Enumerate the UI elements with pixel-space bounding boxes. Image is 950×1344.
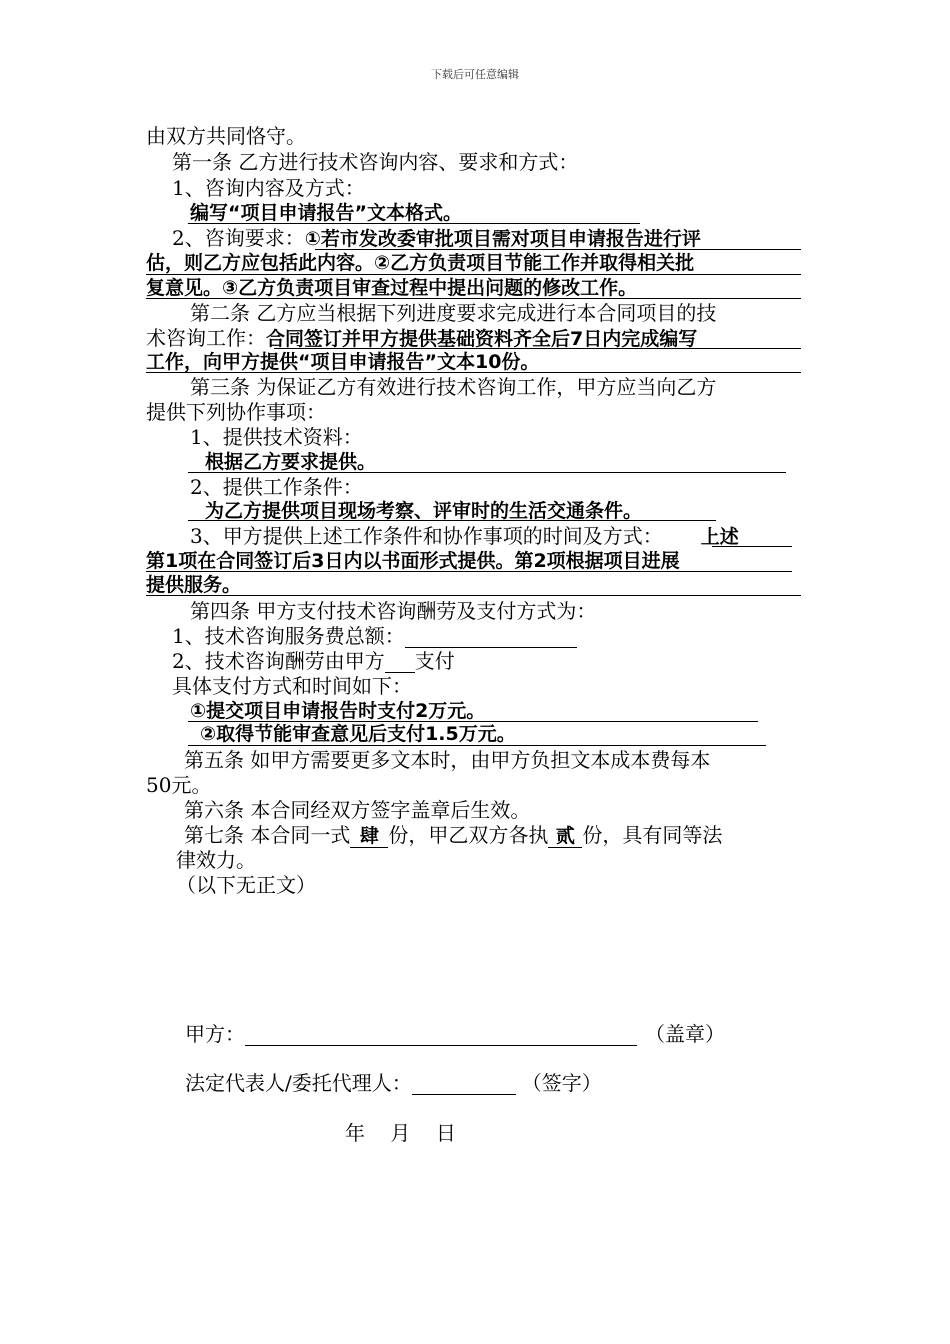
sign-note: （签字）: [521, 1071, 602, 1095]
copies-each: 贰: [548, 825, 582, 848]
party-a-line: [185, 1022, 725, 1046]
schedule-label: 术咨询工作：: [146, 326, 266, 350]
page-header: 下载后可任意编辑: [431, 68, 519, 81]
article-7-end: 份，具有同等法: [582, 823, 723, 847]
article-1-title: 第一条 乙方进行技术咨询内容、要求和方式：: [172, 150, 579, 174]
text-line: 2、提供工作条件：: [190, 475, 363, 499]
representative-blank: [412, 1072, 516, 1095]
cooperation-time-label: 3、甲方提供上述工作条件和协作事项的时间及方式：: [190, 524, 663, 548]
end-note: （以下无正文）: [176, 873, 316, 897]
payer-suffix: 支付: [414, 649, 455, 673]
underline: [146, 372, 801, 373]
payer-label: 2、技术咨询酬劳由甲方: [172, 649, 385, 673]
sign-date: 年 月 日: [345, 1121, 456, 1145]
seal-note: （盖章）: [645, 1022, 725, 1046]
text-line: 提供下列协作事项：: [146, 400, 326, 424]
underline: [146, 595, 801, 596]
payer-line: [172, 649, 455, 673]
underline: [188, 745, 766, 746]
consult-requirement-value: 复意见。③乙方负责项目审查过程中提出问题的修改工作。: [146, 277, 638, 299]
text-line: 1、咨询内容及方式：: [172, 176, 365, 200]
copies-total: 肆: [350, 825, 388, 848]
article-7-title: 第七条 本合同一式: [184, 823, 351, 847]
underline: [712, 546, 792, 547]
article-4-title: 第四条 甲方支付技术咨询酬劳及支付方式为：: [190, 599, 597, 623]
consult-requirement-value: 估，则乙方应包括此内容。②乙方负责项目节能工作并取得相关批: [146, 252, 695, 274]
article-2-title: 第二条 乙方应当根据下列进度要求完成进行本合同项目的技: [190, 301, 717, 325]
underline: [315, 249, 801, 250]
schedule-value: 合同签订并甲方提供基础资料齐全后7日内完成编写: [266, 328, 698, 350]
text-line: 由双方共同恪守。: [146, 124, 306, 148]
cooperation-time-line: [190, 524, 739, 549]
representative-line: [185, 1071, 602, 1095]
text-line: 1、提供技术资料：: [190, 425, 363, 449]
article-6-title: 第六条 本合同经双方签字盖章后生效。: [184, 798, 531, 822]
underline: [146, 571, 792, 572]
consult-requirement-label: 2、咨询要求：: [172, 226, 305, 250]
cooperation-time-value: 上述: [700, 526, 739, 548]
consult-requirement-value: ①若市发改委审批项目需对项目申请报告进行评: [304, 228, 701, 250]
underline: [274, 348, 801, 349]
fee-total-blank: [405, 625, 577, 648]
article-7-line: [184, 823, 722, 848]
consult-requirement-line: [172, 226, 701, 251]
fee-total-line: [172, 624, 577, 648]
tech-data-value: 根据乙方要求提供。: [205, 451, 377, 473]
underline: [146, 274, 801, 275]
underline: [188, 472, 786, 473]
text-line: 50元。: [146, 773, 212, 797]
article-3-title: 第三条 为保证乙方有效进行技术咨询工作，甲方应当向乙方: [190, 375, 717, 399]
underline: [188, 223, 640, 224]
cooperation-time-value: 提供服务。: [146, 574, 242, 596]
party-a-label: 甲方：: [185, 1022, 245, 1046]
payer-blank: [385, 650, 415, 673]
fee-total-label: 1、技术咨询服务费总额：: [172, 624, 405, 648]
party-a-blank: [245, 1023, 637, 1046]
text-line: 律效力。: [176, 848, 256, 872]
schedule-value: 工作，向甲方提供“项目申请报告”文本10份。: [146, 351, 540, 373]
underline: [146, 298, 801, 299]
payment-item-1: ①提交项目申请报告时支付2万元。: [190, 700, 486, 722]
work-conditions-value: 为乙方提供项目现场考察、评审时的生活交通条件。: [205, 500, 643, 522]
cooperation-time-value: 第1项在合同签订后3日内以书面形式提供。第2项根据项目进展: [146, 550, 680, 572]
representative-label: 法定代表人/委托代理人：: [185, 1071, 412, 1095]
text-line: 具体支付方式和时间如下：: [172, 674, 412, 698]
underline: [188, 520, 716, 521]
consult-content-value: 编写“项目申请报告”文本格式。: [190, 202, 462, 224]
payment-item-2: ②取得节能审查意见后支付1.5万元。: [200, 723, 516, 745]
article-5-title: 第五条 如甲方需要更多文本时，由甲方负担文本成本费每本: [184, 748, 711, 772]
article-7-mid: 份，甲乙双方各执: [388, 823, 549, 847]
